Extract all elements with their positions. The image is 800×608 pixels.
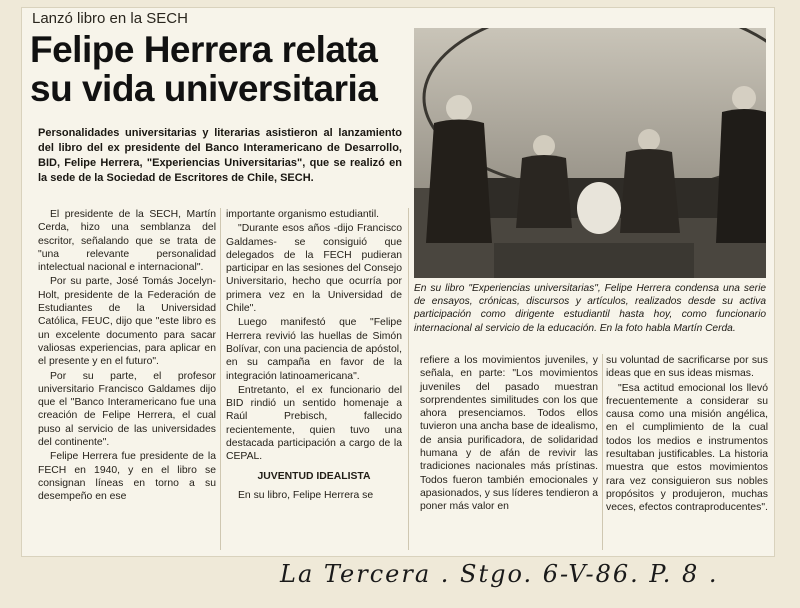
column-divider: [408, 208, 409, 550]
headline: [30, 30, 405, 108]
paragraph: "Esa actitud emocional los llevó frecuentemente a considerar su causa como una misión angélica, en el cumplimiento de la cual todos los medios e instrumentos resultaban justificables. La historia muestra que estos movimientos rara vez consiguieron sus nobles propósitos y produjeron, muchas veces, efectos contraproducentes".: [606, 382, 768, 514]
article-column-3: [420, 354, 598, 515]
subheading: JUVENTUD IDEALISTA: [257, 470, 371, 482]
lede-paragraph: Personalidades universitarias y literarias asistieron al lanzamiento del libro del ex presidente del Banco Interamericano de Desarrollo, BID, Felipe Herrera, "Experiencias Universitarias", que se realizó en la sede de la Sociedad de Escritores de Chile, SECH.: [38, 127, 402, 184]
newspaper-clipping: [22, 8, 774, 556]
paragraph: En su libro, Felipe Herrera se: [238, 489, 374, 501]
event-photo: [414, 28, 766, 278]
paragraph: Felipe Herrera fue presidente de la FECH en 1940, y en el libro se consignan líneas en torno a su desempeño en ese: [38, 451, 216, 503]
column-divider: [220, 208, 221, 550]
paragraph: refiere a los movimientos juveniles, y señala, en parte: "Los movimientos juveniles del pasado muestran sorprendentes similitudes con los que ahora presenciamos. Todos ellos tuvieron una ancha base de idealismo, de ansia purificadora, de solidaridad humana y de afán de revivir las tradiciones nacionales más prístinas. Todos fueron también emocionales y apasionados, y sus líderes tendieron a poner más valor en: [420, 355, 598, 513]
paragraph: Por su parte, José Tomás Jocelyn-Holt, presidente de la Federación de Estudiantes de la Universidad Católica, FEUC, dijo que "este libro es un excelente documento para sacar valiosas experiencias, para aplicar en el presente y en el futuro".: [38, 276, 216, 368]
kicker: Lanzó libro en la SECH: [32, 10, 188, 27]
handwritten-source-note: La Tercera . Stgo. 6-V-86. P. 8 .: [280, 560, 719, 588]
headline-line-1: Felipe Herrera relata: [30, 29, 378, 70]
article-column-1: [38, 208, 216, 505]
paragraph: su voluntad de sacrificarse por sus ideas que en sus ideas mismas.: [606, 355, 768, 380]
paragraph: Por su parte, el profesor universitario Francisco Galdames dijo que el "Banco Interamericano fue una creación de Felipe Herrera, el cual puso al servicio de las universidades del continente".: [38, 370, 216, 449]
paragraph: "Durante esos años -dijo Francisco Galdames- se consiguió que delegados de la FECH pudieran participar en las sesiones del Consejo Universitario, hecho que ocurría por primera vez en la Universidad de Chile".: [226, 223, 402, 315]
paragraph: Luego manifestó que "Felipe Herrera revivió las huellas de Simón Bolívar, con una paciencia de apóstol, en su campaña en favor de la integración latinoamericana".: [226, 317, 402, 382]
paragraph: Entretanto, el ex funcionario del BID rindió un sentido homenaje a Raúl Prebisch, fallecido recientemente, quien tuvo una destacada participación a cargo de la CEPAL.: [226, 384, 402, 463]
photo-illustration: [414, 28, 766, 278]
article-column-4: [606, 354, 768, 516]
paragraph: importante organismo estudiantil.: [226, 209, 380, 220]
column-divider: [602, 354, 603, 550]
photo-caption: En su libro "Experiencias universitarias", Felipe Herrera condensa una serie de ensayos, crónicas, discursos y artículos, realizados desde su activa participación como dirigente estudiantil hasta hoy, como funcionario internacional al servicio de la educación. En la foto habla Martín Cerda.: [414, 283, 766, 334]
article-column-2: [226, 208, 402, 503]
paragraph: El presidente de la SECH, Martín Cerda, hizo una semblanza del escritor, señalando que se trata de "una relevante personalidad intelectual nacional e internacional".: [38, 209, 216, 274]
headline-line-2: su vida universitaria: [30, 68, 378, 109]
